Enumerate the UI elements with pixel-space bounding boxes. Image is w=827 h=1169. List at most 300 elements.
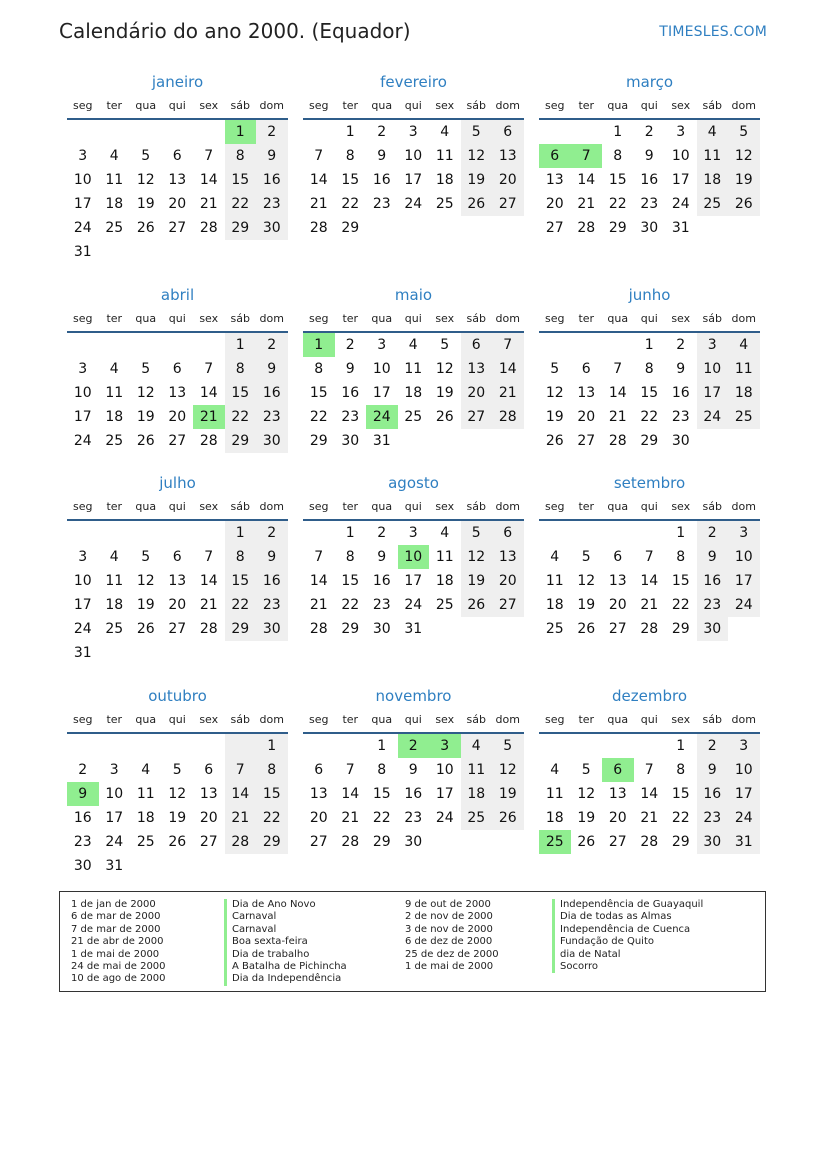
legend-date: 10 de ago de 2000 <box>71 973 166 985</box>
day-cell: 14 <box>199 385 218 401</box>
day-cell: 3 <box>697 333 729 357</box>
weekday-label: ter <box>342 500 359 513</box>
day-cell: 28 <box>199 621 218 637</box>
day-cell: 21 <box>492 381 524 405</box>
day-cell: 16 <box>372 172 391 188</box>
day-cell: 22 <box>256 806 288 830</box>
day-grid <box>67 734 288 878</box>
day-cell: 25 <box>105 220 124 236</box>
weekday-label: sex <box>199 713 219 726</box>
empty-cell <box>539 734 571 758</box>
day-cell: 23 <box>73 834 92 850</box>
day-cell: 7 <box>345 762 355 778</box>
holiday-day: 6 <box>539 144 571 168</box>
day-cell: 5 <box>581 549 591 565</box>
month-name: dezembro <box>612 687 687 705</box>
day-cell: 18 <box>697 168 729 192</box>
day-cell: 7 <box>492 333 524 357</box>
day-cell: 24 <box>105 834 124 850</box>
day-cell: 23 <box>256 593 288 617</box>
legend-holiday-name: A Batalha de Pichincha <box>224 961 347 973</box>
day-cell: 17 <box>105 810 124 826</box>
day-cell: 4 <box>697 120 729 144</box>
day-cell: 5 <box>461 120 493 144</box>
holiday-day: 24 <box>366 405 398 429</box>
day-cell: 22 <box>671 810 690 826</box>
legend-names-col-2 <box>552 899 703 973</box>
day-cell: 18 <box>105 409 124 425</box>
legend-holiday-name: dia de Natal <box>552 949 703 961</box>
weekday-label: sex <box>435 99 455 112</box>
day-cell: 21 <box>577 196 596 212</box>
weekday-label: sex <box>435 500 455 513</box>
weekday-label: seg <box>545 99 565 112</box>
day-cell: 21 <box>341 810 360 826</box>
empty-cell <box>193 521 225 545</box>
day-cell: 15 <box>256 782 288 806</box>
day-cell: 9 <box>408 762 418 778</box>
day-cell: 5 <box>581 762 591 778</box>
month-name: abril <box>160 286 195 304</box>
weekday-label: qua <box>135 713 157 726</box>
day-cell: 10 <box>105 786 124 802</box>
weekday-label: sáb <box>702 99 722 112</box>
legend-holiday-name: Carnaval <box>224 924 347 936</box>
day-cell: 15 <box>341 172 360 188</box>
weekday-label: dom <box>731 713 756 726</box>
day-cell: 22 <box>341 597 360 613</box>
month-4 <box>67 285 288 453</box>
day-cell: 21 <box>640 597 659 613</box>
day-cell: 21 <box>199 597 218 613</box>
weekday-label: seg <box>73 500 93 513</box>
month-5 <box>303 285 524 453</box>
legend-date: 25 de dez de 2000 <box>405 948 499 960</box>
day-cell: 15 <box>671 573 690 589</box>
weekday-label: ter <box>578 713 595 726</box>
month-name: junho <box>628 286 671 304</box>
legend-date: 1 de mai de 2000 <box>71 948 160 960</box>
day-cell: 7 <box>204 361 214 377</box>
holiday-day: 10 <box>398 545 430 569</box>
day-cell: 27 <box>168 621 187 637</box>
weekday-label: qua <box>607 312 629 325</box>
day-cell: 2 <box>377 124 387 140</box>
weekday-label: seg <box>309 500 329 513</box>
day-cell: 1 <box>613 124 623 140</box>
day-cell: 9 <box>697 758 729 782</box>
legend-date: 6 de dez de 2000 <box>405 936 493 948</box>
weekday-header <box>67 497 288 521</box>
legend-date: 24 de mai de 2000 <box>71 960 166 972</box>
day-cell: 26 <box>577 834 596 850</box>
day-cell: 25 <box>728 405 760 429</box>
day-cell: 16 <box>256 381 288 405</box>
day-cell: 25 <box>435 196 454 212</box>
weekday-header <box>539 710 760 734</box>
legend-dates-col-2 <box>405 899 499 973</box>
day-cell: 30 <box>73 858 92 874</box>
day-cell: 18 <box>545 597 564 613</box>
day-cell: 3 <box>377 337 387 353</box>
day-cell: 29 <box>225 429 257 453</box>
weekday-label: sex <box>435 312 455 325</box>
day-cell: 10 <box>435 762 454 778</box>
day-cell: 17 <box>697 381 729 405</box>
day-cell: 16 <box>73 810 92 826</box>
day-cell: 29 <box>372 834 391 850</box>
empty-cell <box>571 120 603 144</box>
empty-cell <box>602 734 634 758</box>
empty-cell <box>99 120 131 144</box>
legend-date: 21 de abr de 2000 <box>71 936 164 948</box>
day-cell: 19 <box>545 409 564 425</box>
weekday-label: qui <box>640 500 658 513</box>
weekday-label: qui <box>404 500 422 513</box>
day-cell: 12 <box>492 758 524 782</box>
day-cell: 31 <box>728 830 760 854</box>
day-cell: 3 <box>78 549 88 565</box>
weekday-label: sáb <box>466 713 486 726</box>
day-cell: 7 <box>613 361 623 377</box>
weekday-label: sáb <box>466 99 486 112</box>
day-cell: 6 <box>492 521 524 545</box>
month-name: fevereiro <box>380 73 447 91</box>
day-cell: 4 <box>440 124 450 140</box>
empty-cell <box>303 734 335 758</box>
day-cell: 12 <box>728 144 760 168</box>
weekday-label: seg <box>73 312 93 325</box>
legend-date: 3 de nov de 2000 <box>405 923 493 935</box>
weekday-label: sex <box>199 99 219 112</box>
month-1 <box>67 72 288 264</box>
weekday-label: qua <box>607 713 629 726</box>
day-cell: 5 <box>550 361 560 377</box>
day-cell: 9 <box>345 361 355 377</box>
empty-cell <box>303 521 335 545</box>
day-cell: 30 <box>404 834 423 850</box>
day-cell: 11 <box>728 357 760 381</box>
day-cell: 1 <box>345 124 355 140</box>
month-name: novembro <box>375 687 452 705</box>
day-cell: 18 <box>105 597 124 613</box>
day-cell: 13 <box>608 573 627 589</box>
day-grid <box>67 521 288 665</box>
month-10 <box>67 686 288 878</box>
day-cell: 2 <box>256 120 288 144</box>
day-cell: 1 <box>644 337 654 353</box>
day-cell: 24 <box>697 405 729 429</box>
weekday-label: qua <box>135 312 157 325</box>
day-grid <box>67 120 288 264</box>
day-cell: 6 <box>172 148 182 164</box>
day-cell: 19 <box>435 385 454 401</box>
day-cell: 23 <box>372 196 391 212</box>
day-cell: 26 <box>545 433 564 449</box>
day-cell: 28 <box>608 433 627 449</box>
month-name: setembro <box>613 474 686 492</box>
brand-link[interactable]: TIMESLES.COM <box>659 24 767 40</box>
day-cell: 18 <box>435 172 454 188</box>
day-cell: 2 <box>697 734 729 758</box>
day-cell: 3 <box>109 762 119 778</box>
weekday-label: qui <box>168 713 186 726</box>
weekday-label: qua <box>607 99 629 112</box>
day-cell: 14 <box>492 357 524 381</box>
legend-date: 6 de mar de 2000 <box>71 911 161 923</box>
weekday-header <box>67 309 288 333</box>
legend-date: 1 de jan de 2000 <box>71 899 156 910</box>
day-cell: 20 <box>492 168 524 192</box>
day-cell: 8 <box>314 361 324 377</box>
day-cell: 31 <box>404 621 423 637</box>
empty-cell <box>193 734 225 758</box>
weekday-label: sex <box>671 500 691 513</box>
day-cell: 14 <box>199 172 218 188</box>
weekday-label: ter <box>578 500 595 513</box>
day-cell: 20 <box>199 810 218 826</box>
weekday-label: qui <box>168 99 186 112</box>
day-grid <box>303 521 524 641</box>
day-cell: 29 <box>671 621 690 637</box>
empty-cell <box>602 333 634 357</box>
weekday-label: qua <box>135 99 157 112</box>
day-cell: 14 <box>199 573 218 589</box>
day-cell: 21 <box>608 409 627 425</box>
month-11 <box>303 686 524 854</box>
empty-cell <box>162 521 194 545</box>
day-cell: 15 <box>372 786 391 802</box>
weekday-label: qua <box>371 500 393 513</box>
weekday-label: sex <box>199 312 219 325</box>
empty-cell <box>193 333 225 357</box>
legend-holiday-name: Dia de Ano Novo <box>224 899 347 911</box>
weekday-label: ter <box>342 713 359 726</box>
day-cell: 22 <box>671 597 690 613</box>
day-grid <box>303 734 524 854</box>
day-cell: 24 <box>728 806 760 830</box>
month-12 <box>539 686 760 854</box>
day-cell: 1 <box>377 738 387 754</box>
day-cell: 28 <box>640 834 659 850</box>
day-cell: 20 <box>577 409 596 425</box>
day-cell: 18 <box>136 810 155 826</box>
weekday-label: dom <box>495 500 520 513</box>
day-cell: 16 <box>671 385 690 401</box>
day-cell: 28 <box>577 220 596 236</box>
day-cell: 29 <box>225 216 257 240</box>
month-2 <box>303 72 524 240</box>
empty-cell <box>303 120 335 144</box>
weekday-label: sáb <box>230 713 250 726</box>
day-cell: 15 <box>225 569 257 593</box>
day-cell: 4 <box>728 333 760 357</box>
weekday-label: qui <box>640 713 658 726</box>
day-cell: 28 <box>492 405 524 429</box>
day-cell: 7 <box>314 549 324 565</box>
day-cell: 29 <box>256 830 288 854</box>
day-cell: 30 <box>256 617 288 641</box>
day-cell: 5 <box>172 762 182 778</box>
weekday-label: qui <box>404 312 422 325</box>
day-cell: 28 <box>640 621 659 637</box>
day-cell: 27 <box>608 834 627 850</box>
day-cell: 3 <box>78 148 88 164</box>
day-cell: 2 <box>256 333 288 357</box>
weekday-label: sex <box>199 500 219 513</box>
weekday-label: ter <box>106 312 123 325</box>
month-3 <box>539 72 760 240</box>
day-cell: 20 <box>608 597 627 613</box>
day-cell: 17 <box>435 786 454 802</box>
weekday-header <box>67 710 288 734</box>
empty-cell <box>193 120 225 144</box>
day-cell: 7 <box>314 148 324 164</box>
weekday-label: sáb <box>466 500 486 513</box>
day-cell: 22 <box>341 196 360 212</box>
legend-names-col-1 <box>224 899 347 986</box>
empty-cell <box>99 734 131 758</box>
weekday-label: qua <box>371 713 393 726</box>
day-cell: 13 <box>492 545 524 569</box>
day-cell: 11 <box>697 144 729 168</box>
day-cell: 13 <box>608 786 627 802</box>
weekday-label: seg <box>545 500 565 513</box>
day-cell: 4 <box>141 762 151 778</box>
day-cell: 18 <box>435 573 454 589</box>
day-cell: 18 <box>461 782 493 806</box>
day-cell: 12 <box>136 172 155 188</box>
day-cell: 25 <box>136 834 155 850</box>
day-cell: 10 <box>728 545 760 569</box>
day-cell: 23 <box>697 806 729 830</box>
weekday-label: dom <box>495 713 520 726</box>
day-cell: 10 <box>404 148 423 164</box>
day-cell: 9 <box>377 148 387 164</box>
weekday-label: ter <box>342 312 359 325</box>
month-name: agosto <box>388 474 439 492</box>
day-cell: 4 <box>550 549 560 565</box>
day-cell: 23 <box>671 409 690 425</box>
day-cell: 15 <box>225 381 257 405</box>
day-cell: 12 <box>577 786 596 802</box>
day-cell: 24 <box>73 433 92 449</box>
day-cell: 9 <box>256 144 288 168</box>
weekday-header <box>303 96 524 120</box>
day-cell: 4 <box>440 525 450 541</box>
day-cell: 8 <box>644 361 654 377</box>
day-cell: 3 <box>728 734 760 758</box>
weekday-label: sáb <box>702 500 722 513</box>
day-cell: 9 <box>256 357 288 381</box>
day-cell: 22 <box>225 192 257 216</box>
day-cell: 27 <box>608 621 627 637</box>
legend-holiday-name: Dia da Independência <box>224 973 347 985</box>
day-cell: 27 <box>545 220 564 236</box>
day-cell: 5 <box>141 361 151 377</box>
day-cell: 28 <box>225 830 257 854</box>
day-cell: 13 <box>168 172 187 188</box>
day-cell: 8 <box>225 357 257 381</box>
legend-holiday-name: Dia de todas as Almas <box>552 911 703 923</box>
day-cell: 2 <box>256 521 288 545</box>
day-cell: 14 <box>577 172 596 188</box>
day-cell: 30 <box>697 617 729 641</box>
day-cell: 19 <box>136 597 155 613</box>
weekday-header <box>303 710 524 734</box>
empty-cell <box>162 333 194 357</box>
day-cell: 17 <box>404 172 423 188</box>
day-cell: 7 <box>204 148 214 164</box>
holiday-day: 25 <box>539 830 571 854</box>
day-cell: 5 <box>461 521 493 545</box>
day-cell: 24 <box>728 593 760 617</box>
day-cell: 25 <box>545 621 564 637</box>
day-cell: 17 <box>73 196 92 212</box>
day-cell: 22 <box>225 405 257 429</box>
day-cell: 29 <box>341 220 360 236</box>
empty-cell <box>602 521 634 545</box>
day-cell: 11 <box>105 385 124 401</box>
day-cell: 4 <box>109 361 119 377</box>
day-cell: 22 <box>372 810 391 826</box>
day-cell: 13 <box>309 786 328 802</box>
weekday-label: sáb <box>230 99 250 112</box>
empty-cell <box>225 734 257 758</box>
weekday-label: seg <box>545 713 565 726</box>
day-cell: 27 <box>577 433 596 449</box>
day-cell: 10 <box>697 357 729 381</box>
empty-cell <box>130 734 162 758</box>
weekday-label: ter <box>106 713 123 726</box>
holiday-day: 6 <box>602 758 634 782</box>
day-cell: 20 <box>168 196 187 212</box>
legend-date: 2 de nov de 2000 <box>405 911 493 923</box>
day-cell: 8 <box>225 144 257 168</box>
weekday-label: ter <box>106 99 123 112</box>
weekday-label: dom <box>259 312 284 325</box>
day-cell: 7 <box>644 762 654 778</box>
day-cell: 12 <box>435 361 454 377</box>
day-cell: 6 <box>314 762 324 778</box>
day-cell: 8 <box>377 762 387 778</box>
weekday-label: qua <box>135 500 157 513</box>
day-cell: 31 <box>372 433 391 449</box>
weekday-label: sáb <box>702 312 722 325</box>
day-cell: 4 <box>109 549 119 565</box>
day-cell: 27 <box>492 192 524 216</box>
day-cell: 8 <box>613 148 623 164</box>
empty-cell <box>130 120 162 144</box>
day-cell: 20 <box>492 569 524 593</box>
day-grid <box>303 333 524 453</box>
empty-cell <box>571 333 603 357</box>
day-cell: 14 <box>225 782 257 806</box>
day-cell: 1 <box>225 333 257 357</box>
empty-cell <box>67 333 99 357</box>
weekday-label: qua <box>371 99 393 112</box>
weekday-label: sex <box>435 713 455 726</box>
day-cell: 18 <box>545 810 564 826</box>
day-cell: 11 <box>105 172 124 188</box>
weekday-label: sex <box>671 312 691 325</box>
holiday-day: 9 <box>67 782 99 806</box>
day-cell: 2 <box>676 337 686 353</box>
day-cell: 18 <box>404 385 423 401</box>
day-cell: 14 <box>341 786 360 802</box>
day-cell: 17 <box>372 385 391 401</box>
weekday-label: qua <box>371 312 393 325</box>
